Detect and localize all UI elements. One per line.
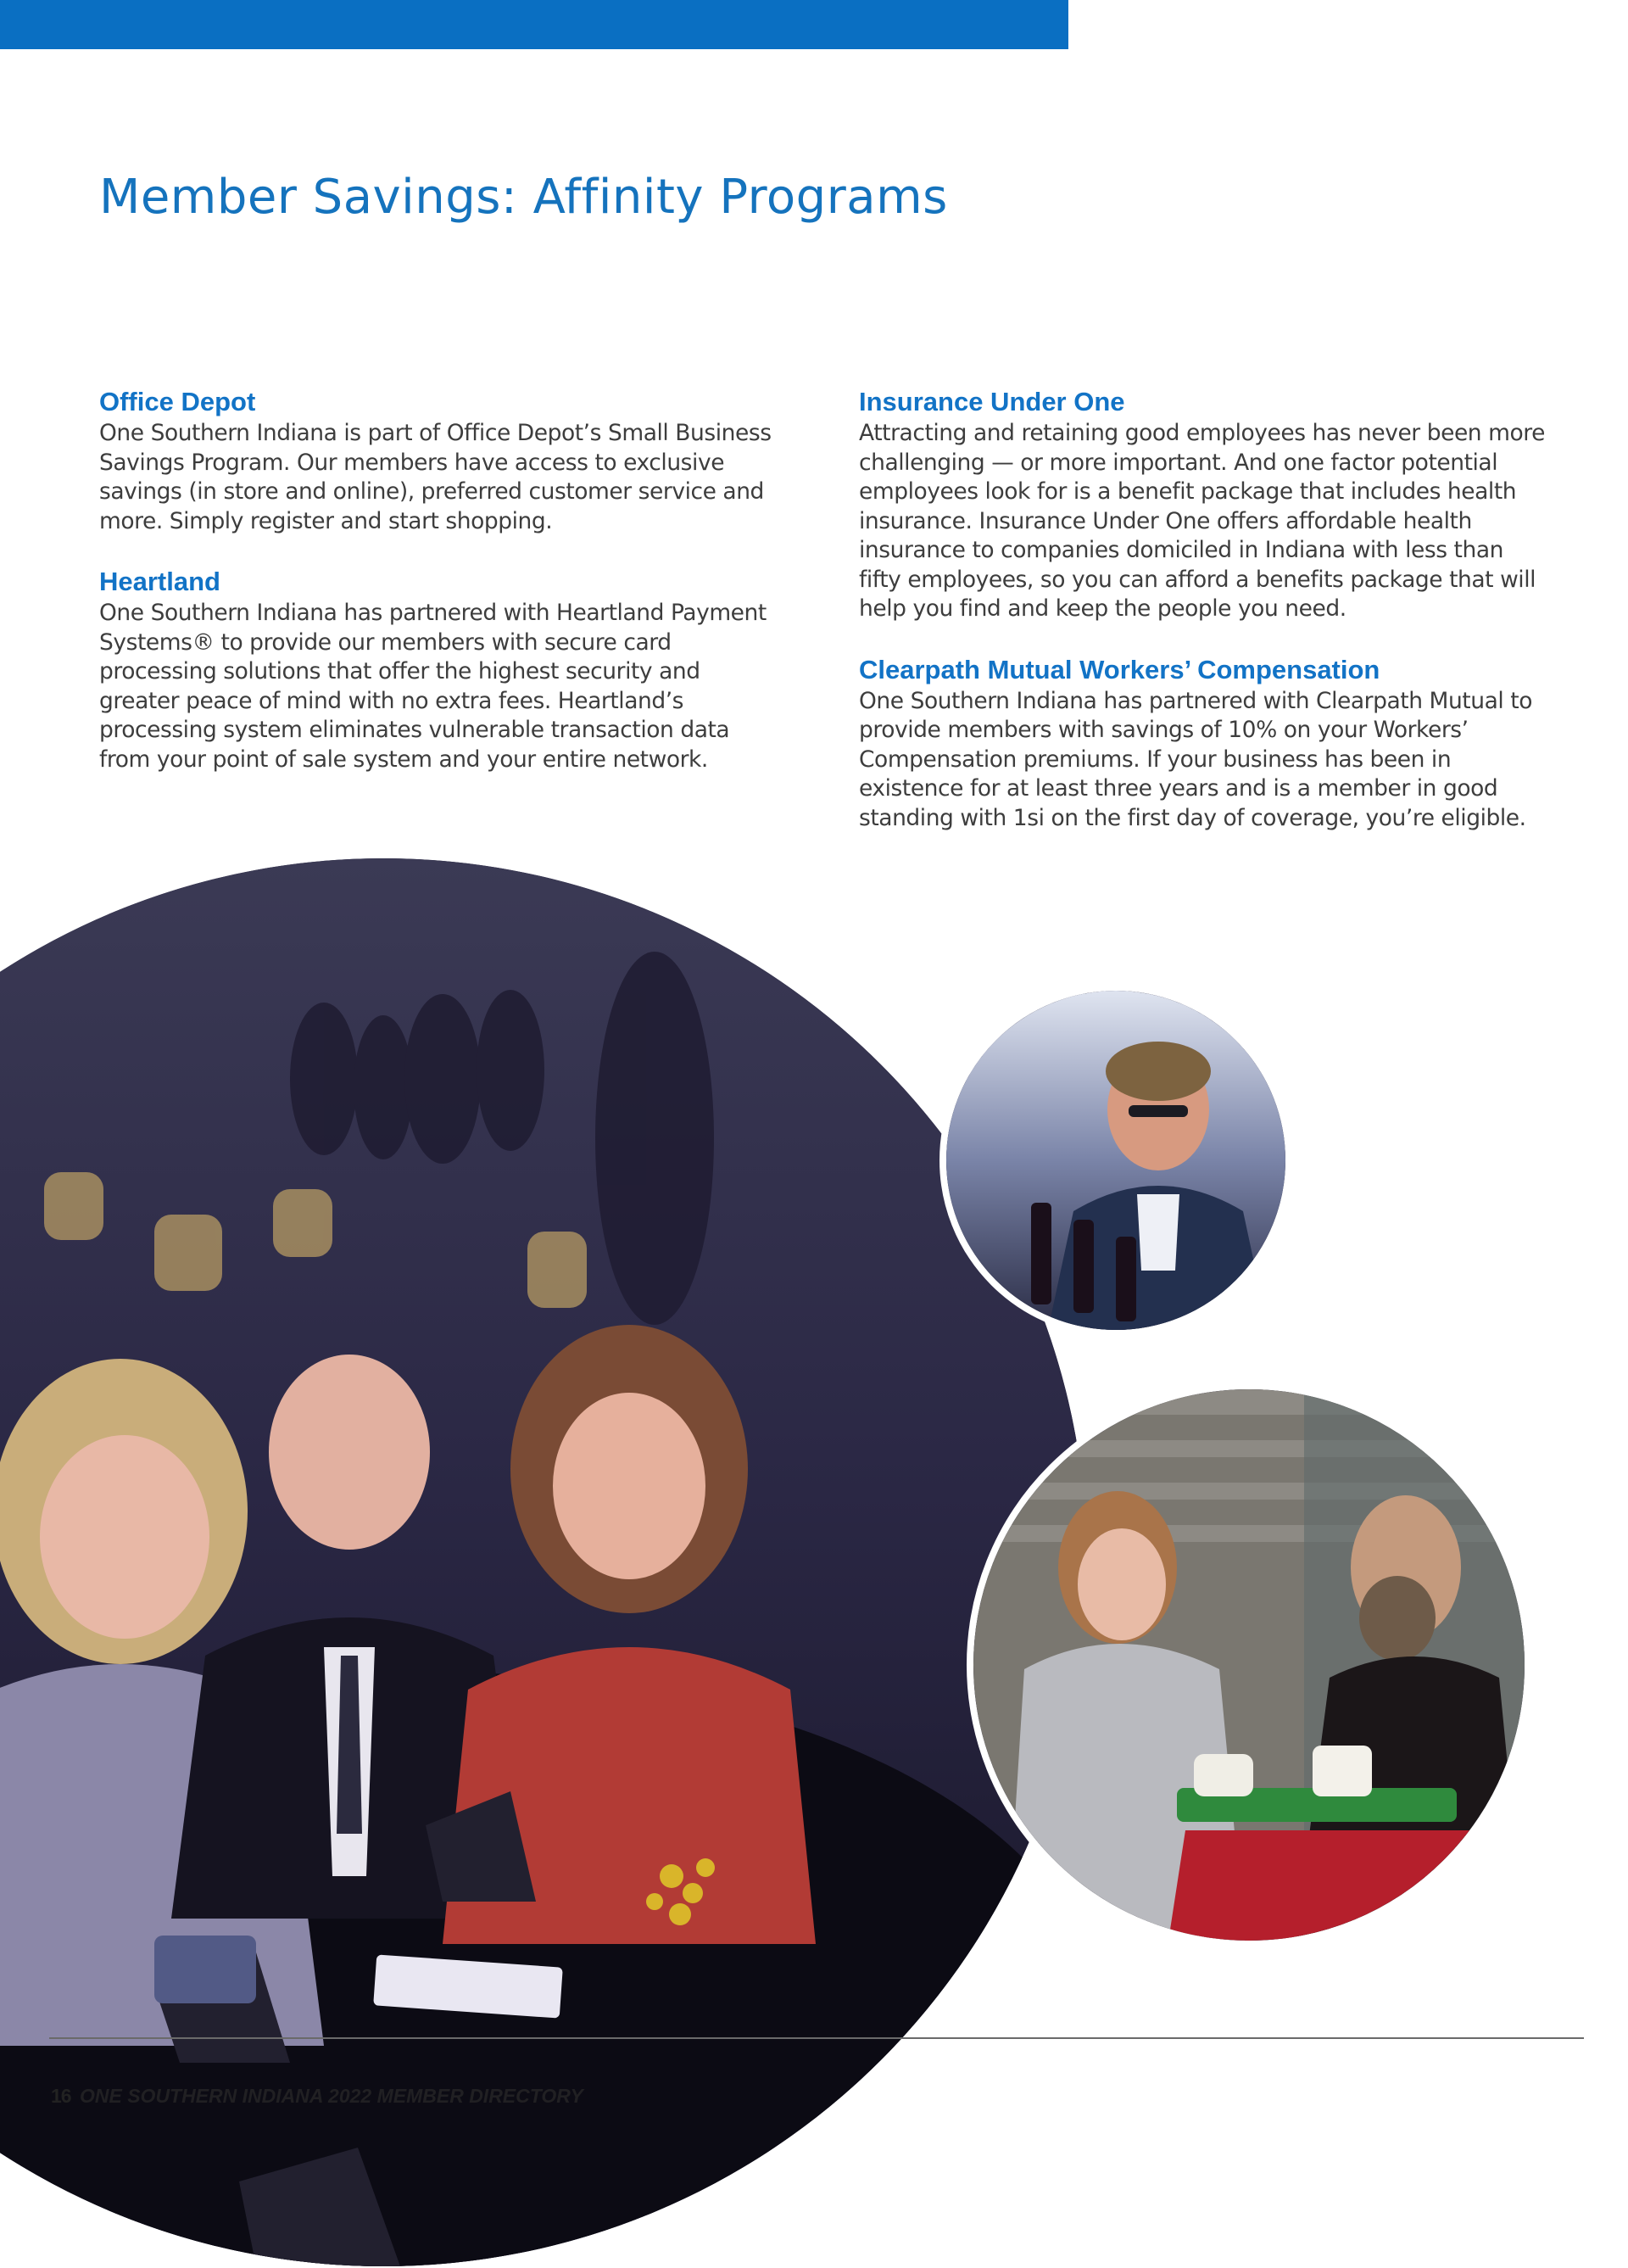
event-photo-buffet-conversation — [967, 1383, 1531, 1947]
page-title: Member Savings: Affinity Programs — [99, 170, 948, 225]
section-heartland — [99, 567, 786, 774]
page-footer — [51, 2085, 583, 2108]
right-column — [859, 387, 1546, 863]
section-office-depot — [99, 387, 786, 536]
top-accent-bar — [0, 0, 1068, 49]
heartland-heading: Heartland — [99, 567, 220, 596]
section-clearpath — [859, 655, 1546, 834]
heartland-body: One Southern Indiana has partnered with Heartland Payment Systems® to provide our members with secure card processing solutions that offer the highest security and greater peace of mind with no extra fees. Heartland’s processing system eliminates vulnerable transaction data from your point of sale system and your entire network. — [99, 600, 767, 773]
event-photo-man-with-wine — [939, 984, 1292, 1337]
event-photo-banquet-table — [0, 857, 1089, 2268]
clearpath-heading: Clearpath Mutual Workers’ Compensation — [859, 654, 1380, 684]
insurance-under-one-body: Attracting and retaining good employees has never been more challenging — or more important. And one factor potential employees look for is a benefit package that includes health insurance. Insurance Under One offers affordable health insurance to companies domiciled in Indiana with less than fifty employees, so you can afford a benefits package that will help you find and keep the people you need. — [859, 420, 1545, 622]
publication-name: ONE SOUTHERN INDIANA 2022 MEMBER DIRECTORY — [79, 2085, 583, 2107]
insurance-under-one-heading: Insurance Under One — [859, 387, 1125, 416]
office-depot-heading: Office Depot — [99, 387, 256, 416]
page-number: 16 — [51, 2085, 71, 2107]
footer-divider — [49, 2037, 1584, 2039]
section-insurance-under-one — [859, 387, 1546, 624]
clearpath-body: One Southern Indiana has partnered with Clearpath Mutual to provide members with savings of 10% on your Workers’ Compensation premiums. If your business has been in existence for at least three years and is a member in good standing with 1si on the first day of coverage, you’re eligible. — [859, 687, 1532, 831]
left-column — [99, 387, 786, 805]
office-depot-body: One Southern Indiana is part of Office Depot’s Small Business Savings Program. Our members have access to exclusive savings (in store and online), preferred customer service and more. Simply register and start shopping. — [99, 420, 772, 534]
